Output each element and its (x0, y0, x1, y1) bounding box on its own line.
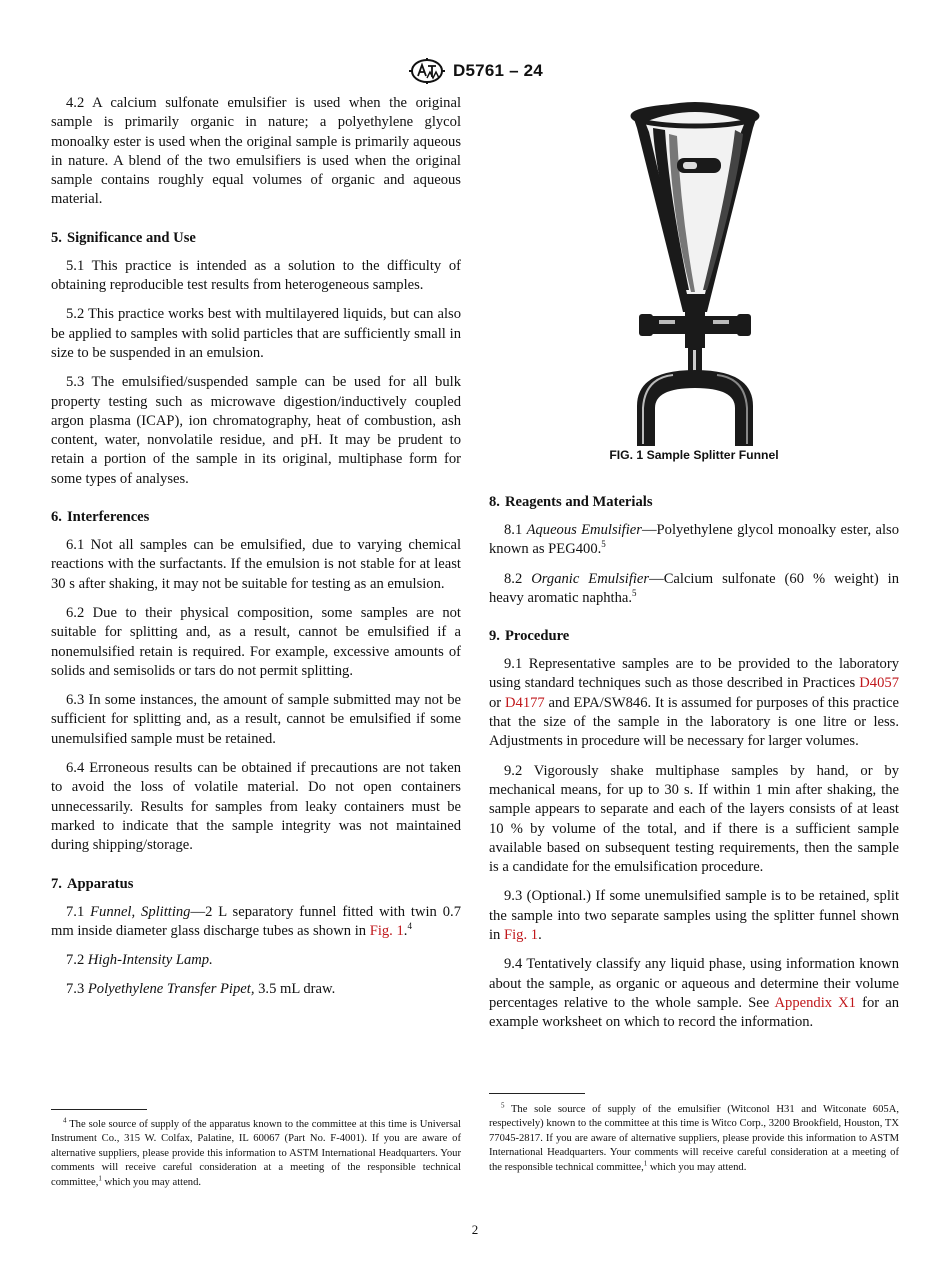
paragraph-5-3: 5.3 The emulsified/suspended sample can be used for all bulk property testing such as microwave digestion/inductively coupled argon plasma (ICAP), ion chromatography, heat of combustion, ash content, water, nonvolatile residue, and pH. It may be prudent to retain a portion of the sample in its original, multiphase form for some types of analyses. (51, 374, 461, 487)
paragraph-8-2: 8.2 Organic Emulsifier—Calcium sulfonate (60 % weight) in heavy aromatic naphtha.$^5$ (489, 570, 899, 606)
paragraph-6-1: 6.1 Not all samples can be emulsified, due to varying chemical reactions with the surfactants. If the emulsion is not stable for at least 30 s after shaking, it may not be suitable for testing as an emulsion. (51, 537, 461, 592)
d4057-link[interactable]: D4057 (859, 675, 899, 692)
paragraph-5-1: 5.1 This practice is intended as a solution to the difficulty of obtaining reproducible test results from heterogeneous samples. (51, 257, 461, 294)
paragraph-7-2: 7.2 High-Intensity Lamp. (66, 952, 213, 969)
section-6-heading: 6. Interferences (51, 509, 150, 526)
figure-1-caption: FIG. 1 Sample Splitter Funnel (609, 448, 779, 462)
paragraph-6-2: 6.2 Due to their physical composition, some samples are not suitable for splitting and, as a result, cannot be emulsified if a nonemulsified retain is required. For example, excessive amounts of solids and semisolids or tars do not permit splitting. (51, 604, 461, 679)
section-8-heading: 8. Reagents and Materials (489, 494, 653, 510)
paragraph-6-4: 6.4 Erroneous results can be obtained if precautions are not taken to avoid the loss of volatile material. Do not open containers unnecessarily. Results for samples from leaky containers must be marked to indicate that the sample integrity was not maintained during shipping/storage. (51, 760, 461, 854)
paragraph-7-1: 7.1 Funnel, Splitting—2 L separatory funnel fitted with twin 0.7 mm inside diameter glass discharge tubes as shown in Fig. 1.$^4$ (51, 903, 461, 939)
left-column (51, 94, 461, 1010)
footnote-divider-left (51, 1109, 147, 1110)
paragraph-9-1: 9.1 Representative samples are to be provided to the laboratory using standard techniques such as those described in Practices D4057 or D4177 and EPA/SW846. It is assumed for purposes of this practice that the size of the sample in the laboratory is one litre or less. Adjustments in procedure will be necessary for larger volumes. (489, 656, 899, 750)
paragraph-8-1: 8.1 Aqueous Emulsifier—Polyethylene glycol monoalky ester, also known as PEG400.$^5$ (489, 522, 899, 558)
paragraph-7-3: 7.3 Polyethylene Transfer Pipet, 3.5 mL draw. (66, 981, 336, 998)
paragraph-4-2: 4.2 A calcium sulfonate emulsifier is used when the original sample is primarily organic in nature; a polyethylene glycol monoalky ester is used when the original sample is primarily aqueous in nature. A blend of the two emulsifiers is used when the original sample contains roughly equal volumes of organic and aqueous material. (51, 95, 461, 208)
paragraph-9-3: 9.3 (Optional.) If some unemulsified sample is to be retained, split the sample into two separate samples using the splitter funnel shown in Fig. 1. (489, 888, 899, 944)
appendix-x1-link[interactable]: Appendix X1 (774, 994, 856, 1011)
paragraph-5-2: 5.2 This practice works best with multilayered liquids, but can also be applied to samples with solid particles that are sufficiently small in size to be suspended in an emulsion. (51, 306, 461, 361)
page-number: 2 (471, 1222, 479, 1237)
section-5-heading: 5. Significance and Use (51, 229, 196, 246)
footnote-4: $^4$ The sole source of supply of the apparatus known to the committee at this time is Universal Instrument Co., 315 W. Colfax, Palatine, IL 60067 (Part No. F-4001). If you are aware of alternative suppliers, please provide this information to ASTM International Headquarters. Your comments will receive careful consideration at a meeting of the responsible technical committee,$^1$ which you may attend. (51, 1116, 461, 1188)
separatory-funnel-icon (625, 94, 765, 446)
paragraph-6-3: 6.3 In some instances, the amount of sample submitted may not be sufficient for splitting and, as a result, cannot be emulsified if some unemulsified sample must be retained. (51, 692, 461, 747)
astm-logo-icon (407, 58, 447, 84)
d4177-link[interactable]: D4177 (504, 694, 545, 711)
fig-1-link-2[interactable]: Fig. 1 (504, 927, 539, 944)
paragraph-9-2: 9.2 Vigorously shake multiphase samples by hand, or by mechanical means, for up to 30 s. If within 1 min after shaking, the sample appears to separate and each of the layers consists of at least 10 % by volume of the total, and if there is a sufficient sample available based on subsequent testing requirements, then the sample is a candidate for the emulsification procedure. (489, 762, 899, 876)
right-column (489, 94, 899, 1043)
paragraph-9-4: 9.4 Tentatively classify any liquid phase, using information known about the sample, as organic or aqueous and determine their volume percentages relative to the whole sample. See Appendix X1 for an example worksheet on which to record the information. (489, 956, 899, 1031)
page-header (0, 58, 950, 84)
figure-1 (489, 94, 899, 474)
fig-1-link[interactable]: Fig. 1 (369, 922, 404, 939)
section-9-heading: 9. Procedure (489, 628, 570, 645)
document-designation: D5761 – 24 (453, 61, 543, 80)
footnote-divider-right (489, 1093, 585, 1094)
footnote-5: $^5$ The sole source of supply of the emulsifier (Witconol H31 and Witconate 605A, respectively) known to the committee at this time is Witco Corp., 3200 Brookfield, Houston, TX 77045-2817. If you are aware of alternative suppliers, please provide this information to ASTM International Headquarters. Your comments will receive careful consideration at a meeting of the responsible technical committee,$^1$ which you may attend. (489, 1101, 899, 1173)
section-7-heading: 7. Apparatus (51, 875, 134, 892)
